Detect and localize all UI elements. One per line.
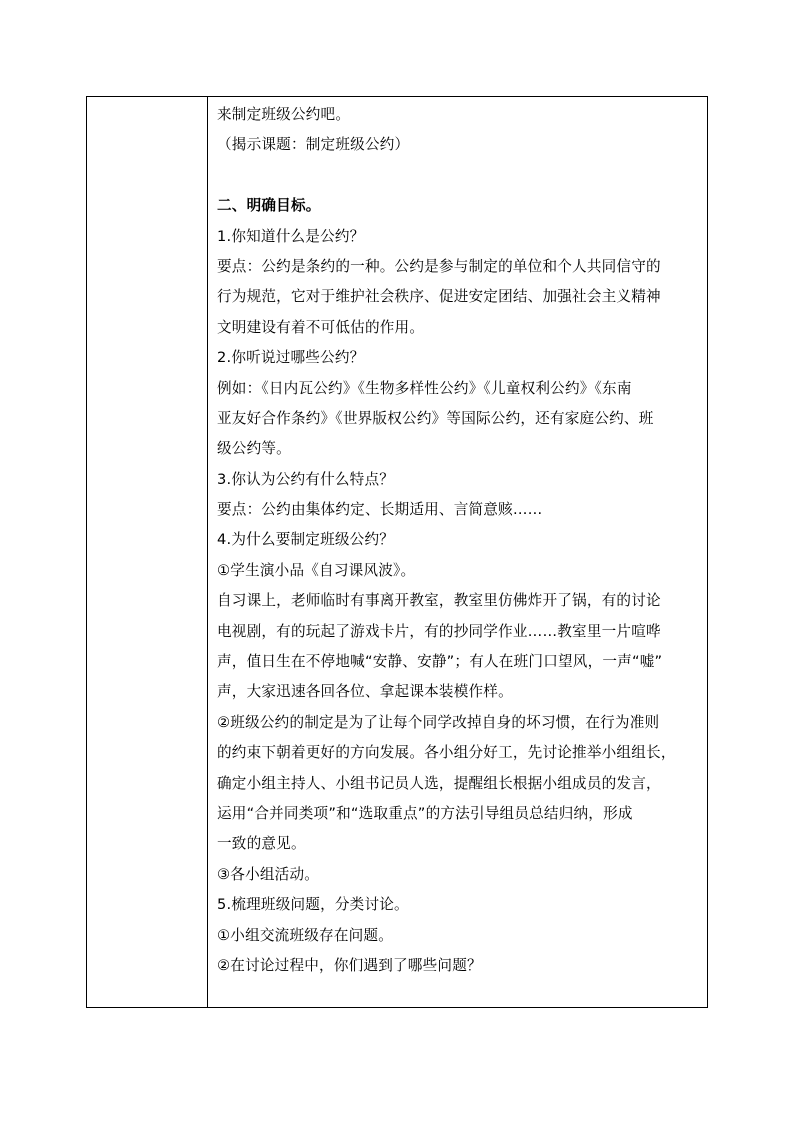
blank-line [217, 161, 701, 191]
text-line: 的约束下朝着更好的方向发展。各小组分好工，先讨论推举小组组长， [217, 744, 676, 762]
text-line: 行为规范，它对于维护社会秩序、促进安定团结、加强社会主义精神 [217, 288, 661, 306]
text-line: 自习课上，老师临时有事离开教室，教室里仿佛炸开了锅，有的讨论 [217, 592, 661, 610]
table-left-cell [87, 97, 207, 1007]
text-line: 一致的意见。 [217, 835, 306, 853]
column-divider [207, 97, 208, 1007]
text-line: 级公约等。 [217, 440, 291, 458]
text-line: 1.你知道什么是公约？ [217, 227, 365, 245]
lesson-table [86, 96, 708, 1008]
text-line: 例如：《日内瓦公约》《生物多样性公约》《儿童权利公约》《东南 [217, 379, 632, 397]
table-content-cell [217, 100, 701, 981]
text-line: ③各小组活动。 [217, 865, 320, 883]
text-line: 要点：公约由集体约定、长期适用、言简意赅…… [217, 501, 543, 519]
text-line: 要点：公约是条约的一种。公约是参与制定的单位和个人共同信守的 [217, 257, 661, 275]
text-line: ②在讨论过程中，你们遇到了哪些问题？ [217, 956, 482, 974]
text-line: （揭示课题：制定班级公约） [217, 136, 410, 154]
text-line: 运用“合并同类项”和“选取重点”的方法引导组员总结归纳，形成 [217, 804, 633, 822]
section-heading: 二、明确目标。 [217, 197, 321, 215]
text-line: 确定小组主持人、小组书记员人选，提醒组长根据小组成员的发言， [217, 774, 661, 792]
text-line: 声，大家迅速各回各位、拿起课本装模作样。 [217, 683, 513, 701]
text-line: 来制定班级公约吧。 [217, 106, 351, 123]
text-line: 3.你认为公约有什么特点？ [217, 470, 395, 488]
text-line: 5.梳理班级问题，分类讨论。 [217, 896, 409, 914]
text-line: ②班级公约的制定是为了让每个同学改掉自身的坏习惯，在行为准则 [217, 713, 660, 731]
text-line: 声，值日生在不停地喊“安静、安静”；有人在班门口望风，一声“嘘” [217, 653, 663, 671]
text-line: ①小组交流班级存在问题。 [217, 926, 394, 944]
text-line: 文明建设有着不可低估的作用。 [217, 318, 425, 336]
text-line: 电视剧，有的玩起了游戏卡片，有的抄同学作业……教室里一片喧哗 [217, 622, 661, 640]
text-line: ①学生演小品《自习课风波》。 [217, 561, 416, 579]
text-line: 4.为什么要制定班级公约？ [217, 531, 395, 549]
text-line: 亚友好合作条约》《世界版权公约》等国际公约，还有家庭公约、班 [217, 409, 654, 427]
text-line: 2.你听说过哪些公约？ [217, 349, 365, 367]
